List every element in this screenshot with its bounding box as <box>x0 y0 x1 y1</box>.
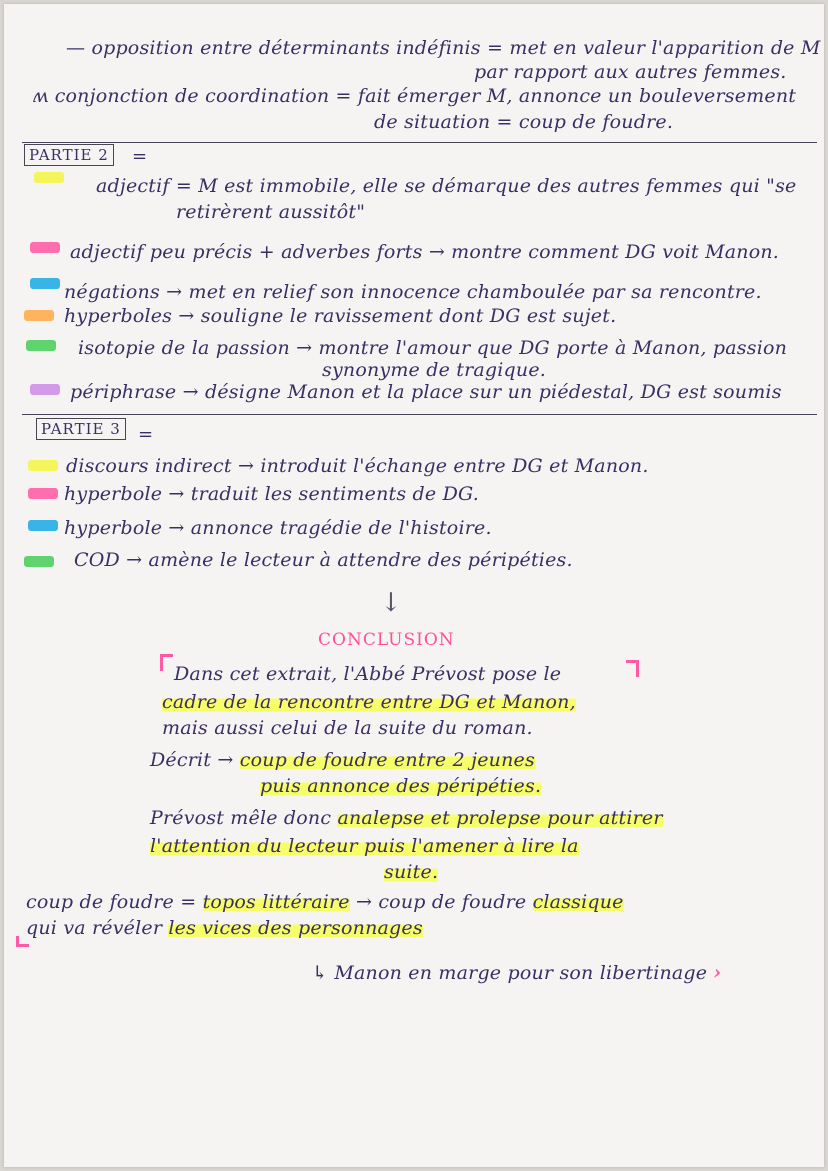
pink-arrow-mark: › <box>713 960 722 984</box>
partie-3-item-4: COD → amène le lecteur à attendre des péripéties. <box>74 549 573 571</box>
conclusion-text-9b: topos littéraire <box>202 891 350 913</box>
partie-2-item-6: périphrase → désigne Manon et la place sur un piédestal, DG est soumis <box>70 381 782 403</box>
divider-1 <box>22 142 817 143</box>
partie-2-label: PARTIE 2 <box>24 144 114 166</box>
blue-swatch <box>30 278 60 289</box>
open-bracket-mark <box>160 654 173 671</box>
green-swatch <box>26 340 56 351</box>
yellow-swatch <box>28 460 58 471</box>
green-swatch <box>24 556 54 567</box>
conclusion-line-5: puis annonce des péripéties. <box>260 775 542 797</box>
conclusion-text-6a: Prévost mêle donc <box>150 807 332 829</box>
pink-swatch <box>28 488 58 499</box>
blue-swatch <box>28 520 58 531</box>
conclusion-text-4b: coup de foudre entre 2 jeunes <box>239 749 535 771</box>
notebook-page <box>4 4 824 1167</box>
orange-swatch <box>24 310 54 321</box>
down-arrow-icon: ↓ <box>380 588 402 618</box>
partie-2-item-4: hyperboles → souligne le ravissement dont DG est sujet. <box>64 305 617 327</box>
conclusion-text-10b: les vices des personnages <box>168 917 423 939</box>
conclusion-line-8: suite. <box>384 861 439 883</box>
yellow-swatch <box>34 172 64 183</box>
conclusion-line-2: cadre de la rencontre entre DG et Manon, <box>162 691 576 713</box>
close-bracket-mark <box>626 660 639 677</box>
conclusion-line-10 <box>26 916 423 940</box>
partie-2-item-5: isotopie de la passion → montre l'amour que DG porte à Manon, passion <box>78 337 788 359</box>
bracket-mark <box>16 936 29 947</box>
conclusion-title: CONCLUSION <box>318 630 455 650</box>
conclusion-line-6 <box>150 806 663 830</box>
partie-2-item-2: adjectif peu précis + adverbes forts → montre comment DG voit Manon. <box>70 241 780 263</box>
partie-2-eq: = <box>132 146 148 167</box>
conclusion-line-7: l'attention du lecteur puis l'amener à lire la <box>150 835 579 857</box>
conclusion-line-9 <box>26 890 624 914</box>
conclusion-text-1: Dans cet extrait, l'Abbé Prévost pose le <box>174 663 562 685</box>
partie-3-label: PARTIE 3 <box>36 418 126 440</box>
partie-2-item-1-cont: retirèrent aussitôt" <box>176 201 366 223</box>
conclusion-text-4a: Décrit → <box>150 749 234 771</box>
purple-swatch <box>30 384 60 395</box>
intro-line-3: ʍ conjonction de coordination = fait émerger M, annonce un bouleversement <box>32 85 797 107</box>
intro-line-4: de situation = coup de foudre. <box>374 111 674 133</box>
conclusion-line-11 <box>312 960 722 985</box>
divider-2 <box>22 414 817 415</box>
conclusion-text-9d: classique <box>532 891 624 913</box>
conclusion-line-1 <box>174 662 561 686</box>
partie-3-item-2: hyperbole → traduit les sentiments de DG. <box>64 483 479 505</box>
partie-3-eq: = <box>138 424 154 445</box>
conclusion-text-6b: analepse et prolepse pour attirer <box>337 807 663 829</box>
partie-3-item-3: hyperbole → annonce tragédie de l'histoire. <box>64 517 492 539</box>
conclusion-text-10a: qui va révéler <box>26 917 163 939</box>
pink-swatch <box>30 242 60 253</box>
partie-2-item-3: négations → met en relief son innocence chamboulée par sa rencontre. <box>64 281 762 303</box>
conclusion-text-9a: coup de foudre = <box>26 891 197 913</box>
conclusion-line-4 <box>150 748 535 772</box>
conclusion-text-9c: → coup de foudre <box>355 891 527 913</box>
intro-line-1: — opposition entre déterminants indéfinis = met en valeur l'apparition de M <box>66 37 821 59</box>
partie-2-item-1: adjectif = M est immobile, elle se démarque des autres femmes qui "se <box>96 175 797 197</box>
intro-line-2: par rapport aux autres femmes. <box>474 61 787 83</box>
partie-3-item-1: discours indirect → introduit l'échange entre DG et Manon. <box>66 455 649 477</box>
conclusion-text-11: ↳ Manon en marge pour son libertinage <box>312 962 708 984</box>
partie-2-item-5-cont: synonyme de tragique. <box>322 359 547 381</box>
conclusion-line-3: mais aussi celui de la suite du roman. <box>162 717 533 739</box>
